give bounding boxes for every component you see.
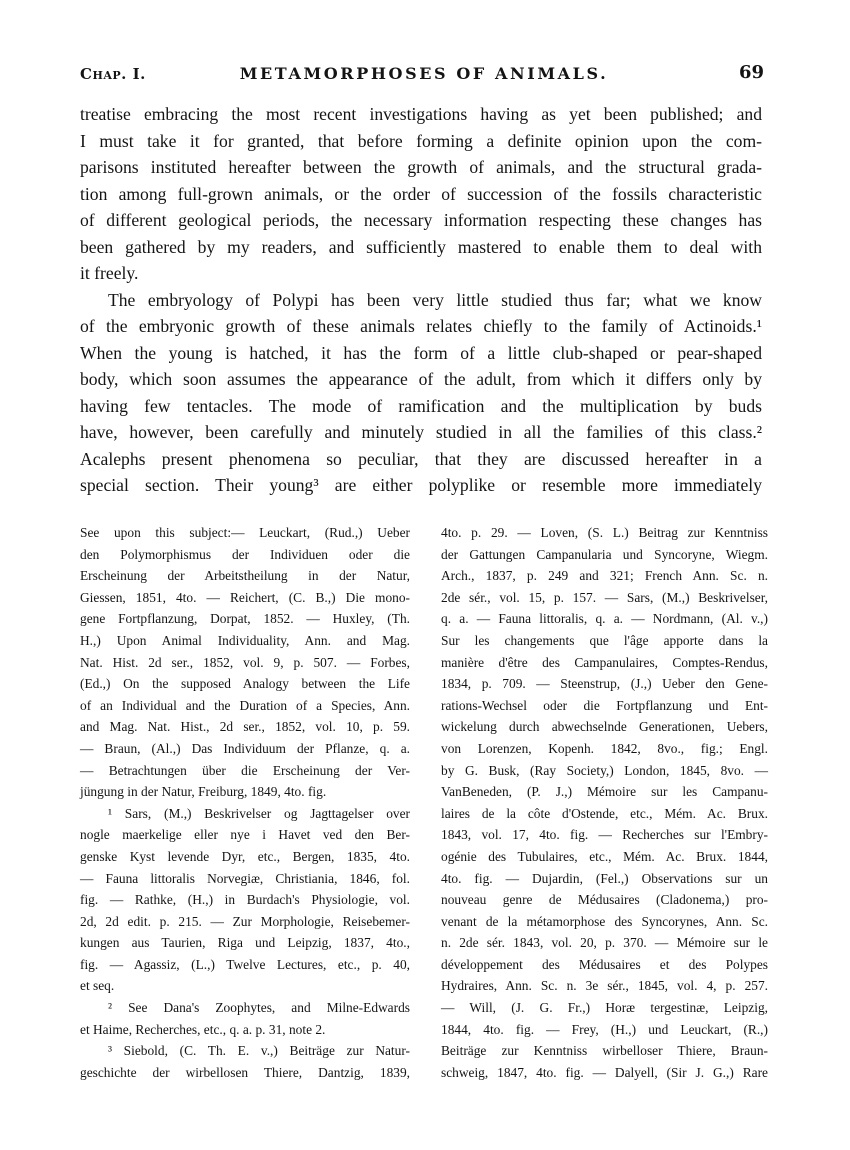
text-line: treatise embracing the most recent investigations having as yet been published; and xyxy=(80,104,762,124)
footnote-line: laires de la côte d'Ostende, etc., Mém. Ac. Brux. xyxy=(441,805,768,821)
footnote-line: et seq. xyxy=(80,978,115,994)
footnote-line: rations-Wechsel oder die Fortpflanzung und Ent- xyxy=(441,697,768,713)
footnote-line: 2de sér., vol. 15, p. 157. — Sars, (M.,) Beskrivelser, xyxy=(441,589,768,605)
footnote-line: venant de la métamorphose des Syncorynes, Ann. Sc. xyxy=(441,913,768,929)
footnote-line: — Betrachtungen über die Erscheinung der Ver- xyxy=(80,762,410,778)
footnote-line: — Braun, (Al.,) Das Individuum der Pflanze, q. a. xyxy=(80,740,410,756)
footnote-line: Giessen, 1851, 4to. — Reichert, (C. B.,) Die mono- xyxy=(80,589,410,605)
footnote-line: développement des Médusaires et des Polypes xyxy=(441,956,768,972)
footnote-line: Sur les changements que l'âge apporte dans la xyxy=(441,632,768,648)
footnote-line: Nat. Hist. 2d ser., 1852, vol. 9, p. 507. — Forbes, xyxy=(80,654,410,670)
footnote-line: by G. Busk, (Ray Society,) London, 1845, 8vo. — xyxy=(441,762,768,778)
main-text xyxy=(80,101,762,499)
text-line: tion among full-grown animals, or the order of succession of the fossils characteristic xyxy=(80,183,762,204)
footnote-line: Arch., 1837, p. 249 and 321; French Ann. Sc. n. xyxy=(441,568,768,584)
footnote-line: Erscheinung der Arbeitstheilung in der Natur, xyxy=(80,568,410,584)
footnote-line: der Gattungen Campanularia und Syncoryne, Wiegm. xyxy=(441,546,768,562)
text-line: have, however, been carefully and minutely studied in all the families of this class.² xyxy=(80,422,762,442)
footnote-line: fig. — Rathke, (H.,) in Burdach's Physiologie, vol. xyxy=(80,892,410,908)
footnote-line: — Fauna littoralis Norvegiæ, Christiania, 1846, fol. xyxy=(80,870,410,886)
footnote-line: See upon this subject:— Leuckart, (Rud.,) Ueber xyxy=(80,525,410,540)
footnote-line: ogénie des Tubulaires, etc., Mém. Ac. Brux. 1844, xyxy=(441,848,768,864)
footnote-line: et Haime, Recherches, etc., q. a. p. 31, note 2. xyxy=(80,1021,326,1037)
footnote-line: VanBeneden, (P. J.,) Mémoire sur les Campanu- xyxy=(441,784,768,800)
footnote-line: 4to. p. 29. — Loven, (S. L.) Beitrag zur Kenntniss xyxy=(441,525,768,540)
text-line: been gathered by my readers, and sufficiently mastered to enable them to deal with xyxy=(80,236,762,257)
footnote-line: H.,) Upon Animal Individuality, Ann. and Mag. xyxy=(80,632,410,648)
text-line: special section. Their young³ are either polyplike or resemble more immediately xyxy=(80,475,762,495)
text-line: having few tentacles. The mode of ramification and the multiplication by buds xyxy=(80,395,762,416)
footnote-line: ² See Dana's Zoophytes, and Milne-Edwards xyxy=(108,1000,410,1016)
text-line: Acalephs present phenomena so peculiar, that they are discussed hereafter in a xyxy=(80,448,762,469)
footnote-line: 4to. fig. — Dujardin, (Fel.,) Observations sur un xyxy=(441,870,768,886)
footnote-line: wickelung durch abwechselnde Generationen, Uebers, xyxy=(441,719,768,735)
footnote-line: 1844, 4to. fig. — Frey, (H.,) und Leuckart, (R.,) xyxy=(441,1021,768,1037)
chapter-label: Chap. I. xyxy=(80,65,146,83)
footnote-line: von Lorenzen, Kopenh. 1842, 8vo., fig.; Engl. xyxy=(441,740,768,756)
running-header xyxy=(80,62,768,86)
footnote-line: ³ Siebold, (C. Th. E. v.,) Beiträge zur Natur- xyxy=(108,1043,410,1059)
text-line: When the young is hatched, it has the form of a little club-shaped or pear-shaped xyxy=(80,342,762,363)
text-line: of the embryonic growth of these animals relates chiefly to the family of Actinoids.¹ xyxy=(80,316,762,336)
footnote-line: manière d'être des Campanulaires, Comptes-Rendus, xyxy=(441,654,768,670)
footnotes-left-column xyxy=(80,522,410,1083)
footnote-line: 2d, 2d edit. p. 215. — Zur Morphologie, Reisebemer- xyxy=(80,913,410,929)
footnote-line: — Will, (J. G. Fr.,) Horæ tergestinæ, Leipzig, xyxy=(441,1000,768,1016)
footnote-line: nouveau genre de Médusaires (Cladonema,) pro- xyxy=(441,892,768,908)
footnote-line: 1843, vol. 17, 4to. fig. — Recherches sur l'Embry- xyxy=(441,827,768,843)
footnote-line: geschichte der wirbellosen Thiere, Dantzig, 1839, xyxy=(80,1064,410,1080)
footnotes-right-column xyxy=(441,522,768,1083)
footnote-line: genske Kyst levende Dyr, etc., Bergen, 1835, 4to. xyxy=(80,848,410,864)
footnote-line: and Mag. Nat. Hist., 2d ser., 1852, vol. 10, p. 59. xyxy=(80,719,410,735)
footnote-line: q. a. — Fauna littoralis, q. a. — Nordmann, (Al. v.,) xyxy=(441,611,768,627)
footnote-line: kungen aus Taurien, Riga und Leipzig, 1837, 4to., xyxy=(80,935,410,951)
text-line: parisons instituted hereafter between the growth of animals, and the structural grada- xyxy=(80,157,762,177)
footnote-line: ¹ Sars, (M.,) Beskrivelser og Jagttagelser over xyxy=(108,805,410,821)
footnote-line: gene Fortpflanzung, Dorpat, 1852. — Huxley, (Th. xyxy=(80,611,410,627)
footnote-line: jüngung in der Natur, Freiburg, 1849, 4to. fig. xyxy=(80,784,327,800)
footnote-line: nogle maerkelige eller nye i Havet ved den Ber- xyxy=(80,827,410,843)
footnote-line: Beiträge zur Kenntniss wirbelloser Thiere, Braun- xyxy=(441,1043,768,1059)
footnote-line: Hydraires, Ann. Sc. n. 3e sér., 1845, vol. 4, p. 257. xyxy=(441,978,768,994)
footnote-line: (Ed.,) On the supposed Analogy between the Life xyxy=(80,676,410,692)
text-line: The embryology of Polypi has been very little studied thus far; what we know xyxy=(108,289,762,310)
text-line: body, which soon assumes the appearance of the adult, from which it differs only by xyxy=(80,369,762,389)
text-line: I must take it for granted, that before forming a definite opinion upon the com- xyxy=(80,130,762,151)
text-line: of different geological periods, the necessary information respecting these changes has xyxy=(80,210,762,230)
footnote-line: fig. — Agassiz, (L.,) Twelve Lectures, etc., p. 40, xyxy=(80,956,410,972)
footnote-line: n. 2de sér. 1843, vol. 20, p. 370. — Mémoire sur le xyxy=(441,935,768,951)
page-number: 69 xyxy=(738,62,764,83)
footnote-line: 1834, p. 709. — Steenstrup, (J.,) Ueber den Gene- xyxy=(441,676,768,692)
text-line: it freely. xyxy=(80,263,139,283)
footnote-line: den Polymorphismus der Individuen oder die xyxy=(80,546,410,562)
running-title: METAMORPHOSES OF ANIMALS. xyxy=(239,64,609,83)
footnote-line: schweig, 1847, 4to. fig. — Dalyell, (Sir J. G.,) Rare xyxy=(441,1064,768,1080)
footnote-line: of an Individual and the Duration of a Species, Ann. xyxy=(80,697,410,713)
